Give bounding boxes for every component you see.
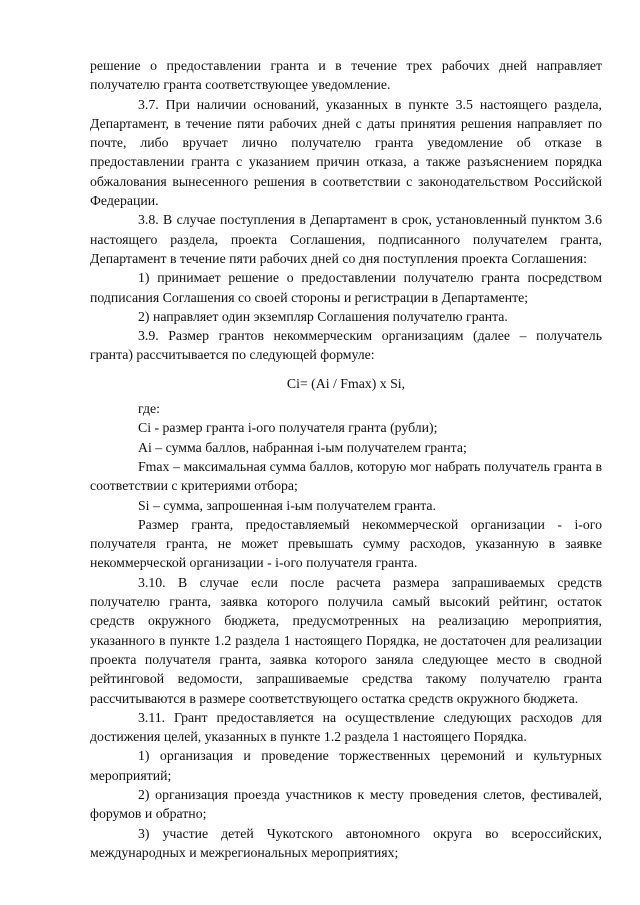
paragraph-3-10: 3.10. В случае если после расчета размера запрашиваемых средств получателю гранта, заявка которого получила самый высокий рейтинг, остаток средств окружного бюджета, предусмотренных на реализацию мероприятия, указанного в пункте 1.2 раздела 1 настоящего Порядка, не достаточен для реализации проекта получателя гранта, заявка которого заняла следующее место в сводной рейтинговой ведомости, запрашиваемые средства такому получателю гранта рассчитываются в размере соответствующего остатка средств окружного бюджета. [90, 574, 602, 706]
paragraph-3-9: 3.9. Размер грантов некоммерческим организациям (далее – получатель гранта) рассчитывается по следующей формуле: [90, 328, 602, 363]
paragraph-3-11-item-3: 3) участие детей Чукотского автономного округа во всероссийских, международных и межрегиональных мероприятиях; [90, 825, 602, 860]
paragraph-3-8-item-1: 1) принимает решение о предоставлении получателю гранта посредством подписания Соглашения со своей стороны и регистрации в Департаменте; [90, 270, 602, 305]
formula-def-si: Si – сумма, запрошенная i-ым получателем гранта. [138, 497, 437, 513]
document-page [90, 56, 602, 862]
paragraph-3-7: 3.7. При наличии оснований, указанных в пункте 3.5 настоящего раздела, Департамент, в течение пяти рабочих дней с даты принятия решения направляет по почте, либо вручает лично получателю гранта уведомление об отказе в предоставлении гранта с указанием причин отказа, а также разъяснением порядка обжалования вынесенного решения в соответствии с законодательством Российской Федерации. [90, 96, 602, 209]
formula-def-ci: Ci - размер гранта i-ого получателя гранта (рубли); [138, 420, 438, 436]
paragraph-3-11-item-1: 1) организация и проведение торжественных церемоний и культурных мероприятий; [90, 748, 602, 783]
formula-def-fmax: Fmax – максимальная сумма баллов, которую мог набрать получатель гранта в соответствии с критериями отбора; [90, 458, 602, 494]
formula-def-ai: Ai – сумма баллов, набранная i-ым получателем гранта; [138, 439, 467, 455]
paragraph-3-8-item-2: 2) направляет один экземпляр Соглашения получателю гранта. [138, 308, 508, 324]
formula-where: где: [138, 401, 160, 417]
paragraph-3-11-item-2: 2) организация проезда участников к месту проведения слетов, фестивалей, форумов и обратно; [90, 786, 602, 822]
paragraph-3-11: 3.11. Грант предоставляется на осуществление следующих расходов для достижения целей, указанных в пункте 1.2 раздела 1 настоящего Порядка. [90, 709, 602, 745]
paragraph-grant-limit: Размер гранта, предоставляемый некоммерческой организации - i-ого получателя гранта, не может превышать сумму расходов, указанную в заявке некоммерческой организации - i-ого получателя гранта. [90, 516, 602, 571]
paragraph-continuation: решение о предоставлении гранта и в течение трех рабочих дней направляет получателю гранта соответствующее уведомление. [90, 58, 602, 93]
grant-formula: Ci= (Ai / Fmax) x Si, [286, 375, 406, 391]
paragraph-3-8: 3.8. В случае поступления в Департамент в срок, установленный пунктом 3.6 настоящего раздела, проекта Соглашения, подписанного получателем гранта, Департамент в течение пяти рабочих дней со дня поступления проекта Соглашения: [90, 212, 602, 266]
